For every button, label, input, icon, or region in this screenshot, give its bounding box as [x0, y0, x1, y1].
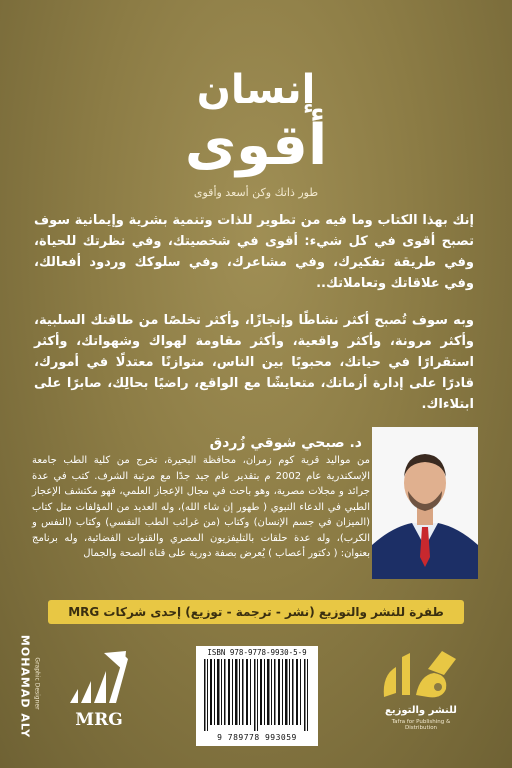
mrg-logo-icon	[64, 645, 134, 735]
blurb-paragraph-2: وبه سوف تُصبح أكثر نشاطًا وإنجازًا، وأكثر تخلصًا من طاقتك السلبية، وأكثر مرونة، وأكثر واقعية، وأكثر مقاومة لهواك وشهواتك، وأكثر استقرارًا في حياتك، محبوبًا بين الناس، متوازنًا معتدلًا في أمورك، قادرًا على إدارة أزماتك، متعايشًا مع الواقع، راضيًا بحالِك، صابرًا على ابتلاءاك.	[34, 313, 474, 412]
publisher-banner-text: طفرة للنشر والتوزيع (نشر - ترجمة - توزيع) إحدى شركات MRG	[68, 605, 444, 619]
designer-name: MOHAMAD ALY	[18, 634, 32, 739]
barcode-digits: 9 789778 993059	[217, 733, 297, 742]
isbn-barcode	[196, 646, 318, 746]
blurb-paragraph-1: إنك بهذا الكتاب وما فيه من تطوير للذات وتنمية بشرية وإيمانية سوف تصبح أقوى في كل شيء: أقوى في شخصيتك، وفي نظرتك للحياة، وفي طريقة تفكيرك، وفي مشاعرك، وفي سلوكك وردود أفعالك، وفي علاقاتك وتعاملاتك..	[34, 213, 474, 291]
tafra-arabic-text: للنشر والتوزيع	[385, 705, 457, 716]
tafra-english-text: Tafra for Publishing & Distribution	[391, 719, 451, 731]
mrg-logo	[64, 645, 134, 735]
author-portrait-icon	[372, 427, 478, 579]
mrg-logo-text: MRG	[75, 710, 123, 730]
designer-role: Graphic Designer	[33, 657, 41, 710]
author-photo	[372, 427, 478, 579]
tafra-logo	[376, 645, 466, 743]
author-bio: من مواليد قرية كوم زمران، محافظة البحيرة، تخرج من كلية الطب جامعة الإسكندرية عام 2002 م بتقدير عام جيد جدًا مع مرتبة الشرف. كتب في عدة جرائد و مجلات مصرية، وهو باحث في مجال الإعجاز العلمي، فهو مكتشف الإعجاز الطبي في الدعاء النبوي ( طهور إن شاء الله)، وله العديد من المؤلفات مثل كتاب (الميزان في جسم الإنسان) وكتاب (من غرائب الطب النفسي) وكتاب (النفس و الكرب)، وله عدة حلقات بالتليفزيون المصري والقنوات الفضائية، وله برنامج بعنوان: ( دكتور أعصاب ) يُعرض بصفة دورية على قناة الصحة والجمال	[32, 455, 371, 559]
tafra-logo-icon	[376, 645, 466, 705]
book-title-line1: إنسان	[196, 67, 316, 113]
book-subtitle: طور ذاتك وكن أسعد وأقوى	[193, 186, 319, 199]
author-name: د. صبحي شوقي زُردق	[209, 435, 362, 451]
barcode-icon	[202, 659, 312, 731]
book-title-line2: أقوى	[184, 113, 328, 178]
designer-credit	[10, 620, 40, 760]
isbn-label: ISBN 978-9778-9930-5-9	[207, 648, 307, 657]
publisher-banner	[48, 600, 464, 624]
